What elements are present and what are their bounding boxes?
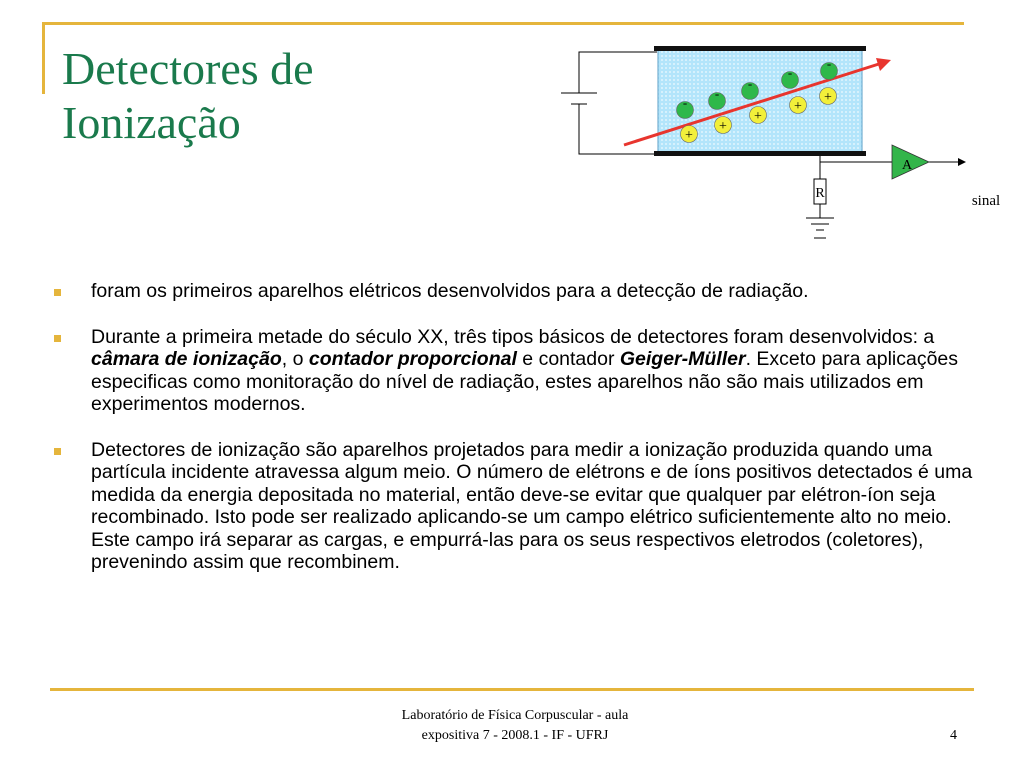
bullet-item (50, 280, 990, 303)
svg-text:-: - (826, 56, 832, 71)
svg-text:-: - (682, 95, 688, 110)
left-accent-rule (42, 22, 45, 94)
bullet-text: foram os primeiros aparelhos elétricos desenvolvidos para a detecção de radiação. (91, 280, 809, 302)
bullet-marker (54, 448, 61, 455)
svg-text:+: + (754, 109, 762, 124)
svg-text:+: + (824, 90, 832, 105)
bottom-electrode (654, 151, 866, 156)
signal-arrowhead (958, 158, 966, 166)
svg-text:A: A (902, 158, 913, 173)
bullet-text: . Exceto para aplicações especificas como monitoração do nível de radiação, estes aparelhos não são mais utilizados em experimentos modernos. (91, 348, 959, 415)
slide-title-line1: Detectores de (62, 43, 314, 94)
ion-charge (715, 117, 732, 135)
svg-text:+: + (685, 128, 693, 143)
amplifier-symbol (892, 145, 929, 179)
slide-title (62, 42, 422, 150)
bullet-marker (54, 289, 61, 296)
bullet-text: Durante a primeira metade do século XX, três tipos básicos de detectores foram desenvolvidos: a (91, 325, 935, 348)
ion-charge (681, 126, 698, 144)
ion-charge (790, 97, 807, 115)
svg-text:R: R (815, 186, 825, 201)
slide-title-line2: Ionização (62, 97, 241, 148)
svg-text:-: - (714, 86, 720, 101)
top-accent-rule (44, 22, 964, 25)
svg-text:-: - (747, 76, 753, 91)
bullet-item (50, 326, 990, 416)
ionization-detector-diagram (548, 38, 1018, 248)
bullet-item (50, 439, 990, 574)
slide-footer (365, 706, 665, 746)
footer-line2: expositiva 7 - 2008.1 - IF - UFRJ (421, 728, 609, 743)
bullet-text: , o (281, 348, 309, 370)
svg-text:-: - (787, 65, 793, 80)
bullet-list (50, 280, 990, 574)
resistor-symbol (814, 179, 826, 204)
ion-charge (750, 107, 767, 125)
bullet-text: Detectores de ionização são aparelhos projetados para medir a ionização produzida quando uma partícula incidente atravessa algum meio. O número de elétrons e de íons positivos detectados é uma medida da energia depositada no material, então deve-se evitar que qualquer par elétron-íon seja recombinado. Isto pode ser realizado aplicando-se um campo elétrico suficientemente alto no meio. Este campo irá separar as cargas, e empurrá-las para os seus respectivos eletrodos (coletores), prevenindo assim que recombinem. (91, 438, 973, 573)
bullet-marker (54, 335, 61, 342)
bullet-text: e contador (516, 348, 620, 370)
bottom-accent-rule (50, 688, 974, 691)
term-ionization-chamber: câmara de ionização (91, 348, 282, 370)
signal-label: sinal (971, 193, 1001, 209)
ion-charge (820, 88, 837, 106)
page-number: 4 (950, 728, 957, 743)
svg-text:+: + (794, 99, 802, 114)
footer-line1: Laboratório de Física Corpuscular - aula (401, 708, 629, 723)
svg-text:+: + (719, 119, 727, 134)
top-electrode (654, 46, 866, 51)
term-proportional-counter: contador proporcional (308, 348, 517, 370)
readout-circuit (806, 156, 961, 238)
term-geiger-muller: Geiger-Müller (619, 348, 746, 370)
